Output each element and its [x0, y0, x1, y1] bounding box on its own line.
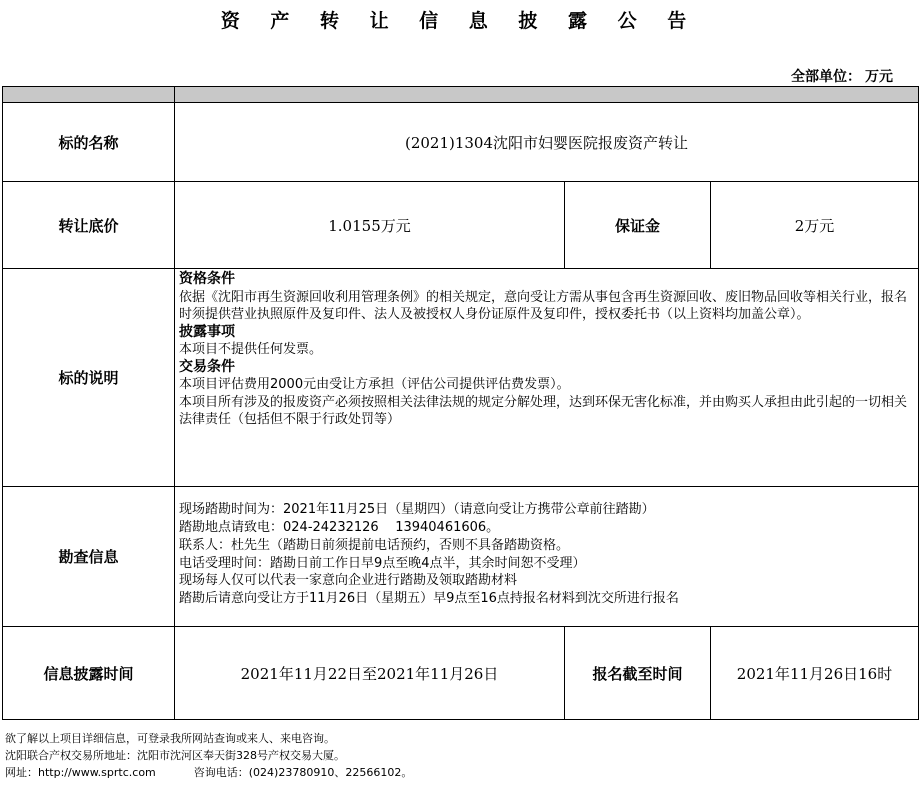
label-name: 标的名称: [3, 103, 175, 182]
footer-line-inquiry: 欲了解以上项目详细信息，可登录我所网站查询或来人、来电咨询。: [5, 732, 335, 745]
section-text-trade-conditions-2: 本项目所有涉及的报废资产必须按照相关法律法规的规定分解处理，达到环保无害化标准，并由购买人承担由此引起的一切相关法律责任（包括但不限于行政处罚等）: [179, 394, 908, 427]
label-deposit: 保证金: [565, 182, 711, 269]
value-deadline: 2021年11月26日16时: [711, 627, 919, 720]
row-name: [3, 103, 919, 182]
header-band-row: [3, 87, 919, 103]
row-price: [3, 182, 919, 269]
label-description: 标的说明: [3, 269, 175, 487]
row-disclosure: [3, 627, 919, 720]
row-survey: [3, 487, 919, 627]
label-survey: 勘查信息: [3, 487, 175, 627]
footer-website: 网址：http://www.sprtc.com: [5, 766, 156, 779]
section-text-trade-conditions-1: 本项目评估费用2000元由受让方承担（评估公司提供评估费发票）。: [179, 377, 570, 392]
survey-line: 踏勘后请意向受让方于11月26日（星期五）早9点至16点持报名材料到沈交所进行报名: [179, 591, 679, 607]
page-title: 资 产 转 让 信 息 披 露 公 告: [220, 10, 699, 32]
survey-line: 现场每人仅可以代表一家意向企业进行踏勘及领取踏勘材料: [179, 573, 518, 589]
survey-line: 现场踏勘时间为：2021年11月25日（星期四）（请意向受让方携带公章前往踏勘）: [179, 502, 655, 518]
value-price: 1.0155万元: [175, 182, 565, 269]
header-band-cell: [175, 87, 919, 103]
survey-line: 踏勘地点请致电：024-24232126 13940461606。: [179, 519, 500, 535]
footer-phone: 咨询电话：(024)23780910、22566102。: [193, 766, 413, 779]
value-disclosure-time: 2021年11月22日至2021年11月26日: [175, 627, 565, 720]
survey-line: 电话受理时间：踏勘日前工作日早9点至晚4点半，其余时间恕不受理）: [179, 555, 586, 571]
unit-label: 全部单位：: [791, 69, 861, 85]
header-band-cell: [3, 87, 175, 103]
section-text-qualification: 依据《沈阳市再生资源回收利用管理条例》的相关规定，意向受让方需从事包含再生资源回收、废旧物品回收等相关行业，报名时须提供营业执照原件及复印件、法人及被授权人身份证原件及复印件，授权委托书（以上资料均加盖公章）。: [179, 289, 908, 322]
footer-line-contact: [5, 764, 412, 781]
section-heading-disclosure: 披露事项: [179, 323, 235, 340]
unit-value: 万元: [865, 69, 893, 85]
survey-line: 联系人：杜先生（踏勘日前须提前电话预约，否则不具备踏勘资格。: [179, 537, 570, 553]
unit-note: [791, 66, 893, 86]
label-price: 转让底价: [3, 182, 175, 269]
row-description: [3, 269, 919, 487]
footer-notes: [5, 730, 412, 781]
label-deadline: 报名截至时间: [565, 627, 711, 720]
announcement-table: [2, 86, 919, 720]
label-disclosure-time: 信息披露时间: [3, 627, 175, 720]
section-heading-qualification: 资格条件: [179, 271, 235, 287]
footer-line-address: 沈阳联合产权交易所地址：沈阳市沈河区奉天街328号产权交易大厦。: [5, 749, 345, 762]
section-heading-trade-conditions: 交易条件: [179, 358, 235, 375]
value-name: (2021)1304沈阳市妇婴医院报废资产转让: [175, 103, 919, 182]
value-description: [175, 269, 919, 487]
value-deposit: 2万元: [711, 182, 919, 269]
value-survey: [175, 487, 919, 627]
section-text-disclosure: 本项目不提供任何发票。: [179, 342, 323, 357]
